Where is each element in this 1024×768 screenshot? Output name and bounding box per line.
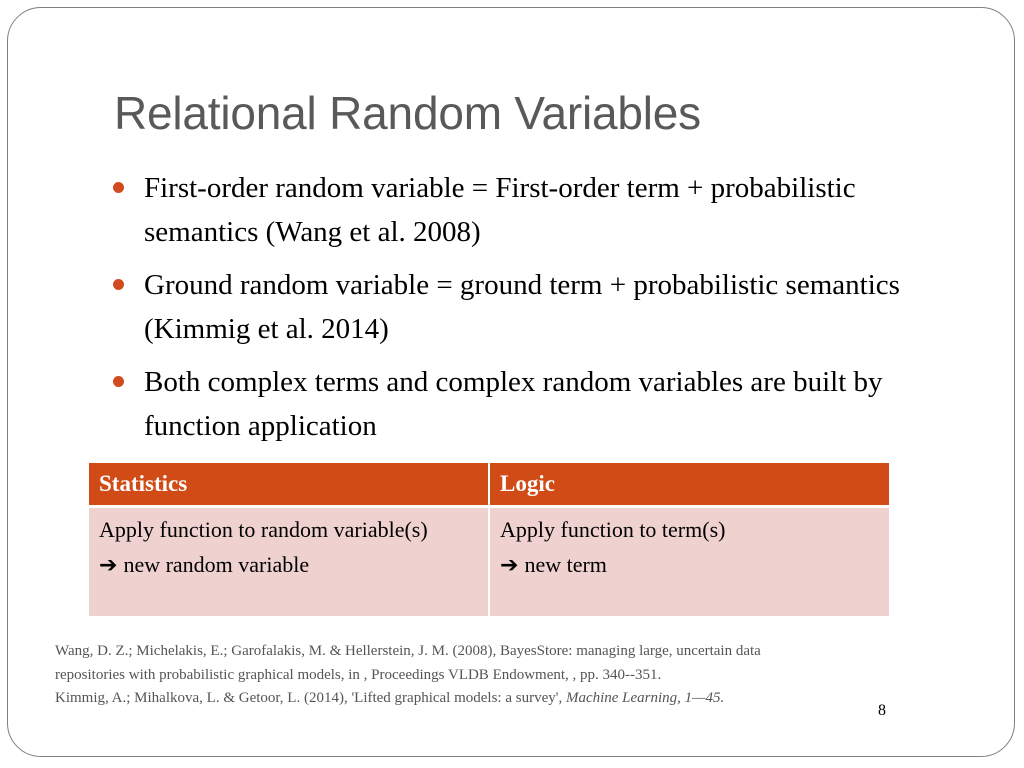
bullet-dot-icon bbox=[113, 376, 124, 387]
reference-line: repositories with probabilistic graphical models, in , Proceedings VLDB Endowment, , pp. 340--351. bbox=[55, 666, 662, 683]
bullet-dot-icon bbox=[113, 279, 124, 290]
right-arrow-icon: ➔ bbox=[500, 552, 519, 578]
comparison-table bbox=[89, 463, 889, 616]
table-header-statistics: Statistics bbox=[89, 463, 489, 506]
bullet-item bbox=[112, 360, 972, 448]
table-cell-logic bbox=[489, 506, 889, 616]
bullet-dot-icon bbox=[113, 182, 124, 193]
table-cell-statistics bbox=[89, 506, 489, 616]
table-row bbox=[89, 506, 889, 616]
reference-text: Kimmig, A.; Mihalkova, L. & Getoor, L. (2014), 'Lifted graphical models: a survey', bbox=[55, 690, 566, 706]
table-header-logic: Logic bbox=[489, 463, 889, 506]
cell-line: Apply function to random variable(s) bbox=[99, 516, 428, 542]
cell-result-text: new term bbox=[524, 551, 607, 577]
bullet-item bbox=[112, 166, 972, 254]
page-number: 8 bbox=[878, 702, 886, 719]
cell-result-text: new random variable bbox=[123, 551, 310, 577]
reference-journal: Machine Learning, 1—45. bbox=[565, 690, 725, 706]
references bbox=[55, 640, 905, 711]
cell-line: Apply function to term(s) bbox=[500, 516, 726, 542]
bullet-list bbox=[112, 166, 972, 457]
cell-line bbox=[500, 547, 881, 583]
bullet-text: Ground random variable = ground term + probabilistic semantics (Kimmig et al. 2014) bbox=[144, 269, 900, 345]
table-header-row bbox=[89, 463, 889, 506]
bullet-text: First-order random variable = First-order term + probabilistic semantics (Wang et al. 2008) bbox=[144, 172, 856, 248]
right-arrow-icon: ➔ bbox=[99, 552, 118, 578]
cell-line bbox=[99, 547, 480, 583]
bullet-item bbox=[112, 263, 972, 351]
slide-title: Relational Random Variables bbox=[114, 87, 701, 139]
reference-line: Wang, D. Z.; Michelakis, E.; Garofalakis, M. & Hellerstein, J. M. (2008), BayesStore: managing large, uncertain data bbox=[55, 643, 761, 659]
reference-line bbox=[55, 687, 905, 711]
bullet-text: Both complex terms and complex random variables are built by function application bbox=[144, 366, 883, 442]
